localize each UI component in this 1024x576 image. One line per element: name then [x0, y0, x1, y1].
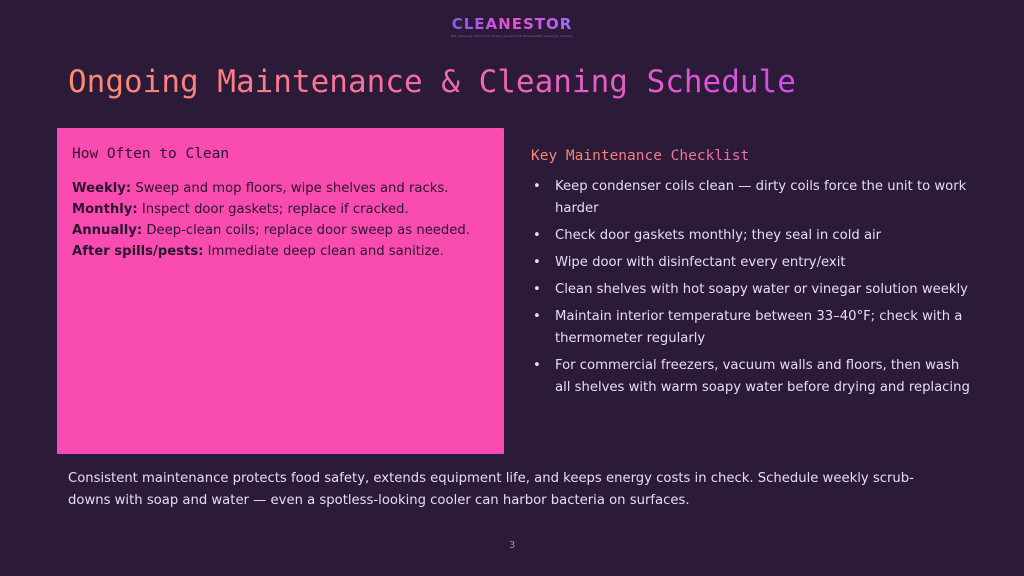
brand-logo: [0, 14, 1024, 38]
checklist-item-text: Maintain interior temperature between 33–40°F; check with a thermometer regularly: [555, 309, 963, 346]
checklist-item: [531, 252, 971, 274]
bullet-icon: •: [533, 282, 541, 297]
checklist-item-text: Check door gaskets monthly; they seal in cold air: [555, 228, 882, 243]
checklist-heading: Key Maintenance Checklist: [531, 148, 750, 164]
frequency-heading: How Often to Clean: [72, 146, 230, 162]
bullet-icon: •: [533, 228, 541, 243]
frequency-text: Immediate deep clean and sanitize.: [203, 244, 444, 259]
checklist-item: [531, 355, 971, 399]
page-number: 3: [508, 540, 516, 551]
checklist-item: [531, 279, 971, 301]
checklist-item: [531, 306, 971, 350]
bullet-icon: •: [533, 179, 541, 194]
frequency-text: Deep-clean coils; replace door sweep as needed.: [142, 223, 470, 238]
checklist-item-text: For commercial freezers, vacuum walls and floors, then wash all shelves with warm soapy water before drying and replacing: [555, 358, 970, 395]
frequency-item-after-spills: [72, 241, 489, 262]
slide-title: Ongoing Maintenance & Cleaning Schedule: [68, 64, 796, 100]
checklist-list: [531, 176, 971, 399]
frequency-label: Annually:: [72, 223, 143, 238]
maintenance-checklist: [531, 145, 971, 404]
summary-text: Consistent maintenance protects food safety, extends equipment life, and keeps energy costs in check. Schedule weekly scrub-downs with soap and water — even a spotless-looking cooler can harbor bacteria on surfaces.: [68, 471, 914, 508]
checklist-item: [531, 176, 971, 220]
frequency-label: After spills/pests:: [72, 244, 204, 259]
frequency-item-weekly: [72, 178, 489, 199]
cleaning-frequency-card: [57, 128, 504, 454]
bullet-icon: •: [533, 309, 541, 324]
bullet-icon: •: [533, 255, 541, 270]
frequency-text: Sweep and mop floors, wipe shelves and racks.: [131, 181, 449, 196]
frequency-item-annually: [72, 220, 489, 241]
frequency-label: Monthly:: [72, 202, 138, 217]
frequency-item-monthly: [72, 199, 489, 220]
checklist-item-text: Keep condenser coils clean — dirty coils force the unit to work harder: [555, 179, 967, 216]
checklist-item-text: Wipe door with disinfectant every entry/exit: [555, 255, 846, 270]
bullet-icon: •: [533, 358, 541, 373]
logo-wordmark: CLEANESTOR: [451, 15, 573, 33]
logo-tagline: The Cleaning Choice for Every Job and the Wisest Path Cleaning Industry: [450, 34, 574, 38]
checklist-item-text: Clean shelves with hot soapy water or vinegar solution weekly: [555, 282, 968, 297]
frequency-label: Weekly:: [72, 181, 132, 196]
checklist-item: [531, 225, 971, 247]
frequency-text: Inspect door gaskets; replace if cracked.: [137, 202, 409, 217]
